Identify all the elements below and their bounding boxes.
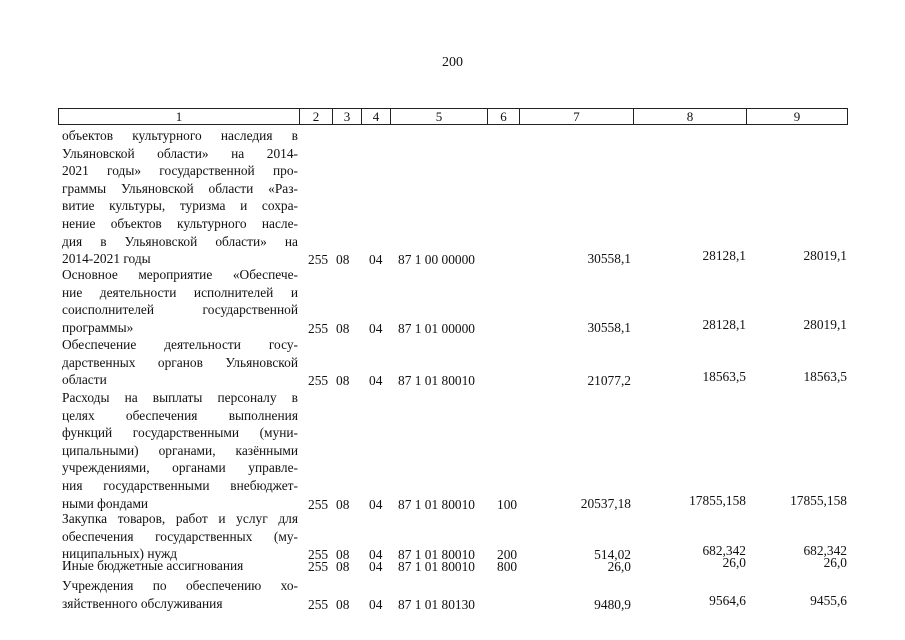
description-line: программы» (62, 319, 134, 335)
cell-c3: 08 (336, 596, 350, 612)
cell-c4: 04 (369, 320, 383, 336)
description-line: учреждениями, органами управле- (62, 460, 298, 476)
cell-c7: 30558,1 (587, 251, 631, 267)
row-description (62, 266, 298, 336)
description-line: ния государственными внебюджет- (62, 477, 298, 493)
row-description (62, 389, 298, 512)
cell-c9: 9455,6 (810, 592, 847, 608)
header-col-8: 8 (633, 108, 746, 125)
description-line: объектов культурного наследия в (62, 128, 298, 143)
header-col-1: 1 (58, 108, 299, 125)
cell-c9: 28019,1 (803, 248, 847, 264)
cell-c8: 682,342 (702, 543, 746, 559)
description-line: ниципальных) нужд (62, 546, 178, 562)
description-line: Ульяновской области» на 2014- (62, 145, 298, 161)
cell-c8: 28128,1 (702, 316, 746, 332)
cell-c2: 255 (308, 373, 329, 389)
page-number: 200 (442, 55, 463, 70)
cell-c3: 08 (336, 373, 350, 389)
cell-c3: 08 (336, 496, 350, 512)
description-line: дия в Ульяновской области» на (62, 233, 298, 249)
description-line: дарственных органов Ульяновской (62, 354, 298, 370)
description-line: ципальными) органами, казёнными (62, 442, 298, 458)
cell-c4: 04 (369, 252, 383, 268)
description-line: зяйственного обслуживания (62, 595, 223, 611)
cell-c2: 255 (308, 496, 329, 512)
cell-c3: 08 (336, 559, 350, 574)
cell-c4: 04 (369, 547, 383, 563)
header-col-4: 4 (361, 108, 390, 125)
header-col-6: 6 (487, 108, 519, 125)
row-description (62, 336, 298, 389)
cell-c7: 30558,1 (587, 319, 631, 335)
cell-c7: 21077,2 (587, 373, 631, 389)
row-description (62, 510, 298, 563)
cell-c9: 28019,1 (803, 316, 847, 332)
row-description (62, 127, 298, 268)
cell-c4: 04 (369, 373, 383, 389)
cell-c6: 200 (497, 547, 518, 563)
cell-c8: 26,0 (722, 555, 746, 570)
cell-c2: 255 (308, 320, 329, 336)
cell-c9: 26,0 (823, 555, 847, 570)
cell-c7: 26,0 (607, 559, 631, 574)
cell-c8: 18563,5 (702, 369, 746, 385)
header-col-9: 9 (746, 108, 848, 125)
description-line: витие культуры, туризма и сохра- (62, 198, 298, 214)
cell-c2: 255 (308, 547, 329, 563)
cell-c5: 87 1 01 80010 (398, 547, 475, 563)
description-line: Обеспечение деятельности госу- (62, 337, 298, 352)
cell-c5: 87 1 01 80010 (398, 373, 475, 389)
description-line: обеспечения государственных (му- (62, 528, 298, 544)
cell-c4: 04 (369, 596, 383, 612)
cell-c6: 100 (497, 496, 518, 512)
cell-c2: 255 (308, 252, 329, 268)
description-line: нение объектов культурного насле- (62, 215, 298, 231)
cell-c4: 04 (369, 496, 383, 512)
description-line: Учреждения по обеспечению хо- (62, 578, 298, 593)
cell-c9: 682,342 (803, 543, 847, 559)
cell-c9: 18563,5 (803, 369, 847, 385)
cell-c3: 08 (336, 547, 350, 563)
description-line: 2021 годы» государственной про- (62, 163, 298, 179)
cell-c9: 17855,158 (790, 492, 847, 508)
description-line: Расходы на выплаты персоналу в (62, 390, 298, 405)
description-line: функций государственными (муни- (62, 425, 298, 441)
cell-c4: 04 (369, 559, 383, 574)
cell-c8: 9564,6 (709, 592, 746, 608)
row-description (62, 557, 298, 575)
cell-c5: 87 1 01 80010 (398, 559, 475, 574)
cell-c7: 514,02 (594, 547, 631, 563)
description-line: Основное мероприятие «Обеспече- (62, 267, 298, 282)
cell-c5: 87 1 01 00000 (398, 320, 475, 336)
cell-c5: 87 1 00 00000 (398, 252, 475, 268)
cell-c7: 9480,9 (594, 596, 631, 612)
header-col-5: 5 (390, 108, 487, 125)
cell-c2: 255 (308, 559, 329, 574)
description-line: ными фондами (62, 495, 149, 511)
cell-c8: 28128,1 (702, 248, 746, 264)
description-line: Закупка товаров, работ и услуг для (62, 511, 298, 526)
header-col-7: 7 (519, 108, 633, 125)
row-description (62, 577, 298, 612)
header-col-3: 3 (332, 108, 361, 125)
cell-c6: 800 (497, 559, 518, 574)
description-line: ние деятельности исполнителей и (62, 284, 298, 300)
cell-c3: 08 (336, 252, 350, 268)
cell-c2: 255 (308, 596, 329, 612)
cell-c7: 20537,18 (580, 495, 631, 511)
description-line: области (62, 372, 107, 388)
description-line: 2014-2021 годы (62, 251, 151, 267)
cell-c5: 87 1 01 80010 (398, 496, 475, 512)
cell-c3: 08 (336, 320, 350, 336)
description-line: граммы Ульяновской области «Раз- (62, 180, 298, 196)
description-line: соисполнителей государственной (62, 302, 298, 318)
description-line: Иные бюджетные ассигнования (62, 558, 244, 573)
header-col-2: 2 (299, 108, 332, 125)
description-line: целях обеспечения выполнения (62, 407, 298, 423)
cell-c8: 17855,158 (689, 492, 746, 508)
cell-c5: 87 1 01 80130 (398, 596, 475, 612)
